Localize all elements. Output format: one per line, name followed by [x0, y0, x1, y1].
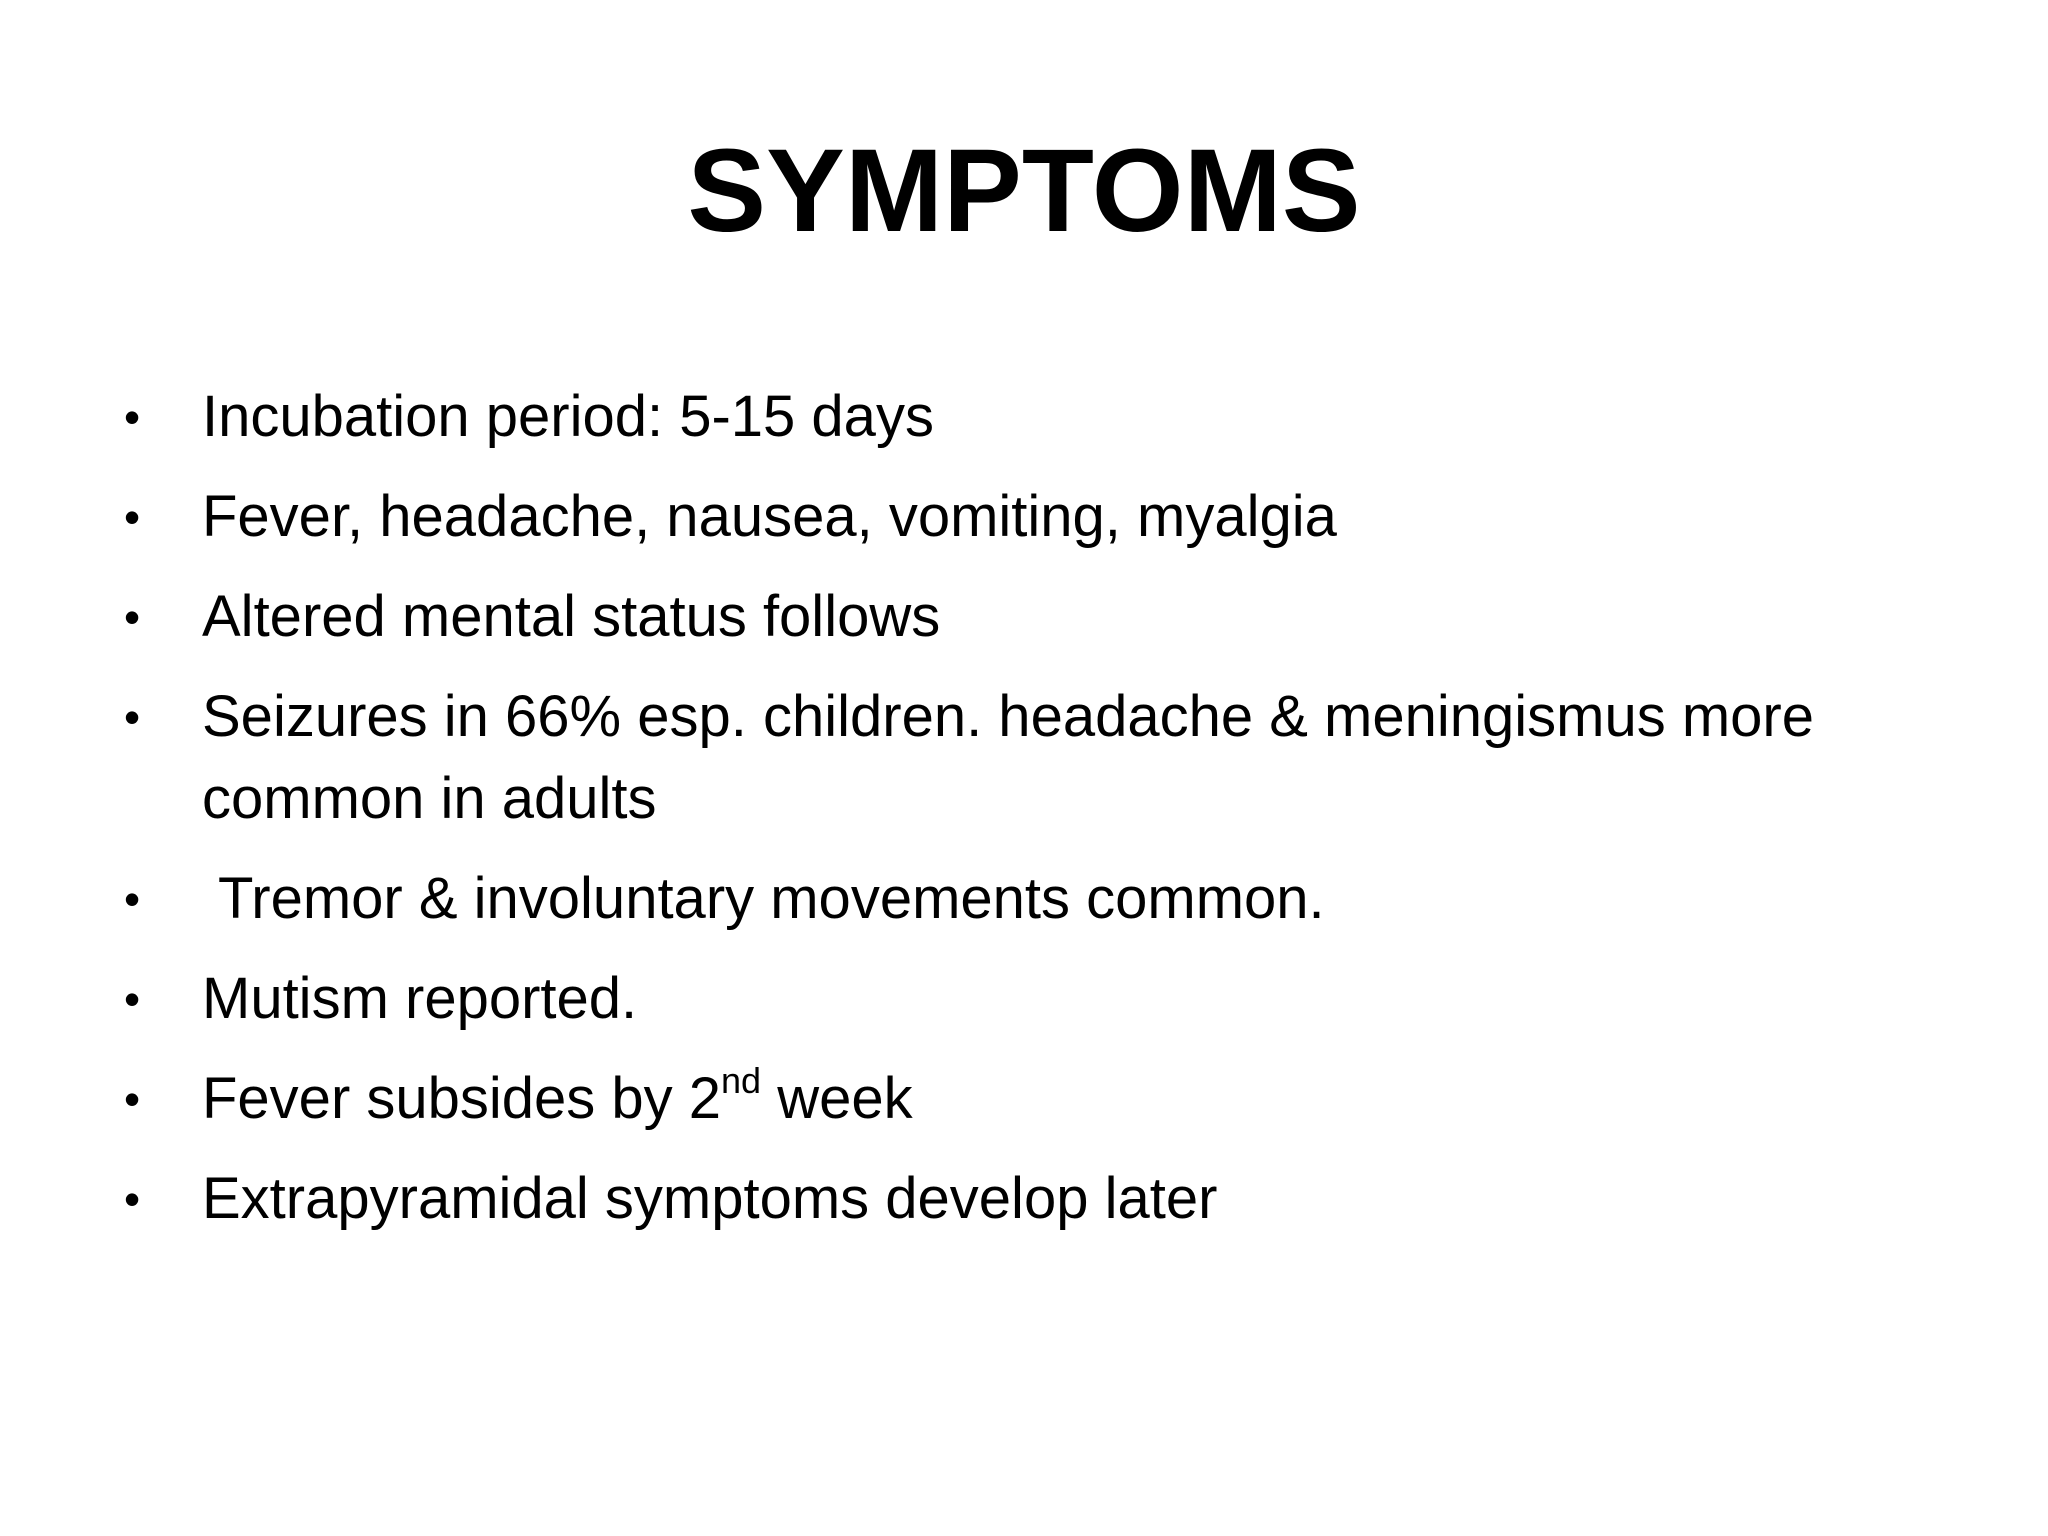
bullet-item	[124, 1158, 1944, 1240]
bullet-list	[124, 376, 1944, 1258]
bullet-icon: •	[124, 873, 141, 925]
bullet-icon: •	[124, 691, 141, 743]
bullet-text: Seizures in 66% esp. children. headache & meningismus more common in adults	[202, 684, 1814, 831]
bullet-text-suffix: week	[761, 1066, 913, 1131]
bullet-text-with-superscript	[202, 1058, 913, 1140]
bullet-text: Fever, headache, nausea, vomiting, myalgia	[202, 484, 1337, 549]
bullet-text-prefix: Fever subsides by 2	[202, 1066, 722, 1131]
bullet-item	[124, 476, 1944, 558]
bullet-text: Mutism reported.	[202, 966, 638, 1031]
bullet-item	[124, 1058, 1944, 1140]
bullet-icon: •	[124, 391, 141, 443]
bullet-text: Altered mental status follows	[202, 584, 941, 649]
bullet-icon: •	[124, 1173, 141, 1225]
bullet-item	[124, 858, 1944, 940]
bullet-icon: •	[124, 491, 141, 543]
bullet-icon: •	[124, 973, 141, 1025]
bullet-text: Extrapyramidal symptoms develop later	[202, 1166, 1218, 1231]
bullet-item	[124, 376, 1944, 458]
bullet-icon: •	[124, 591, 141, 643]
bullet-item	[124, 958, 1944, 1040]
bullet-item	[124, 576, 1944, 658]
bullet-text: Incubation period: 5-15 days	[202, 384, 934, 449]
slide-title: SYMPTOMS	[687, 125, 1361, 257]
bullet-item	[124, 676, 1944, 840]
bullet-text: Tremor & involuntary movements common.	[218, 866, 1325, 931]
bullet-icon: •	[124, 1073, 141, 1125]
ordinal-superscript: nd	[721, 1059, 762, 1101]
